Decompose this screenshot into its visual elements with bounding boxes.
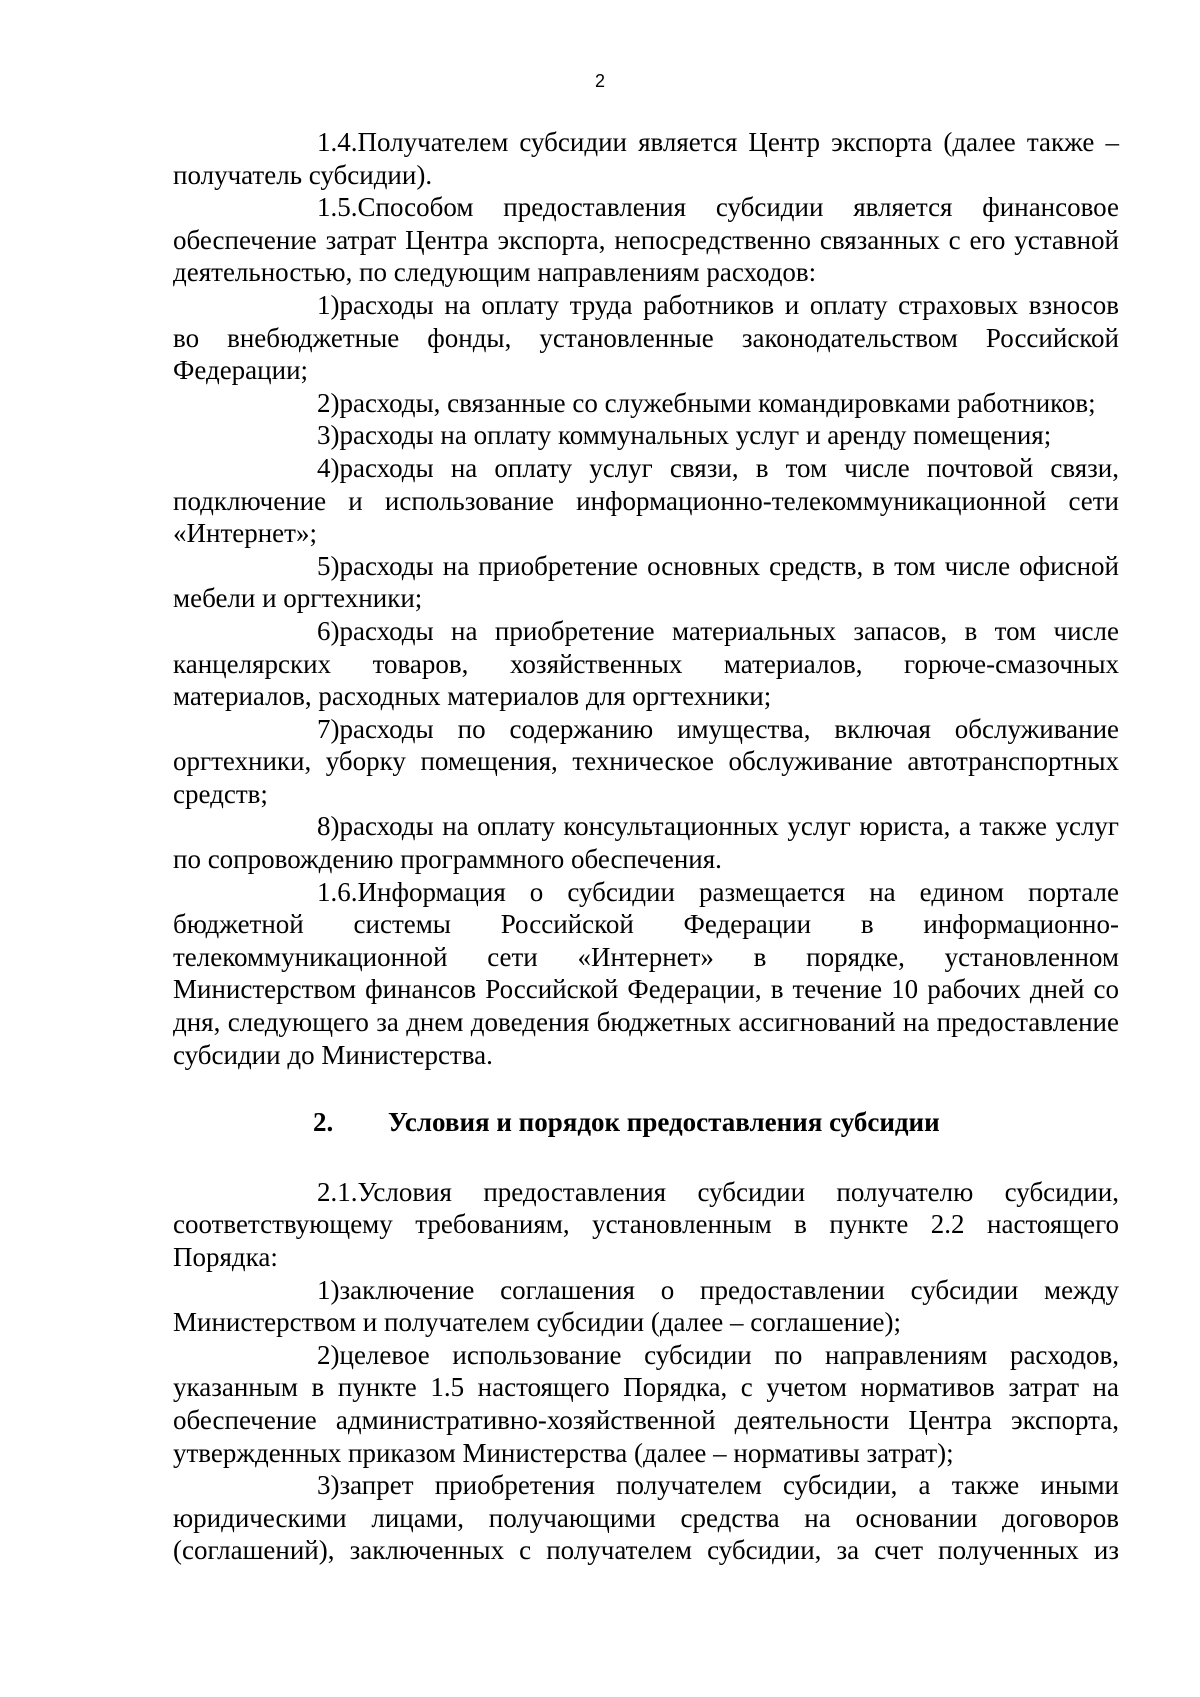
list-item xyxy=(173,1469,1119,1567)
paragraph-number: 4) xyxy=(317,452,340,483)
paragraph-text: целевое использование субсидии по направлениям расходов, указанным в пункте 1.5 настоящего Порядка, с учетом нормативов затрат на обеспечение административно-хозяйственной деятельности Центра экспорта, утвержденных приказом Министерства (далее – нормативы затрат); xyxy=(173,1339,1119,1468)
paragraph-text: заключение соглашения о предоставлении субсидии между Министерством и получателем субсидии (далее – соглашение); xyxy=(173,1274,1119,1338)
paragraph-number: 1.6. xyxy=(317,876,358,907)
list-item xyxy=(173,550,1119,615)
paragraph-text: расходы на оплату услуг связи, в том числе почтовой связи, подключение и использование информационно-телекоммуникационной сети «Интернет»; xyxy=(173,452,1119,549)
section-heading xyxy=(173,1106,1119,1139)
paragraph-text: расходы на оплату труда работников и оплату страховых взносов во внебюджетные фонды, установленные законодательством Российской Федерации; xyxy=(173,289,1119,386)
list-item xyxy=(173,810,1119,875)
paragraph-number: 5) xyxy=(317,550,340,581)
paragraph-text: расходы на оплату коммунальных услуг и аренду помещения; xyxy=(339,420,1052,451)
page-number: 2 xyxy=(594,71,605,91)
list-item xyxy=(173,1339,1119,1469)
paragraph-text: Получателем субсидии является Центр экспорта (далее также – получатель субсидии). xyxy=(173,127,1119,190)
paragraph-number: 3) xyxy=(317,1470,340,1501)
paragraph-number: 1) xyxy=(317,289,340,320)
paragraph-number: 2) xyxy=(317,387,340,418)
paragraph-text: расходы по содержанию имущества, включая обслуживание оргтехники, уборку помещения, техническое обслуживание автотранспортных средств; xyxy=(173,713,1119,809)
paragraph-number: 1) xyxy=(317,1274,340,1305)
numbered-paragraph xyxy=(173,876,1119,1072)
paragraph-number: 7) xyxy=(317,713,340,744)
numbered-paragraph xyxy=(173,126,1119,191)
paragraph-number: 2.1. xyxy=(317,1176,358,1207)
paragraph-number: 1.4. xyxy=(317,127,358,157)
numbered-paragraph xyxy=(173,1176,1119,1274)
paragraph-text: Условия предоставления субсидии получателю субсидии, соответствующему требованиям, установленным в пункте 2.2 настоящего Порядка: xyxy=(173,1176,1119,1272)
paragraph-number: 6) xyxy=(317,615,340,646)
list-item xyxy=(173,387,1119,420)
list-item xyxy=(173,419,1119,452)
paragraph-text: расходы, связанные со служебными командировками работников; xyxy=(339,387,1096,418)
section-1-continuation xyxy=(173,126,1119,1071)
paragraph-number: 1.5. xyxy=(317,192,358,223)
paragraph-text: расходы на приобретение основных средств, в том числе офисной мебели и оргтехники; xyxy=(173,550,1119,614)
paragraph-text: Способом предоставления субсидии является финансовое обеспечение затрат Центра экспорта, непосредственно связанных с его уставной деятельностью, по следующим направлениям расходов: xyxy=(173,192,1119,288)
list-item xyxy=(173,289,1119,387)
paragraph-text: расходы на оплату консультационных услуг юриста, а также услуг по сопровождению программного обеспечения. xyxy=(173,811,1119,875)
paragraph-text: запрет приобретения получателем субсидии, а также иными юридическими лицами, получающими средства на основании договоров (соглашений), заключенных с получателем субсидии, за счет полученных из xyxy=(173,1470,1119,1566)
list-item xyxy=(173,1274,1119,1339)
paragraph-number: 2) xyxy=(317,1339,340,1370)
list-item xyxy=(173,452,1119,550)
paragraph-number: 3) xyxy=(317,420,340,451)
section-2-body xyxy=(173,1176,1119,1567)
section-title: Условия и порядок предоставления субсидии xyxy=(388,1107,940,1138)
list-item xyxy=(173,713,1119,811)
paragraph-text: Информация о субсидии размещается на едином портале бюджетной системы Российской Федерации в информационно-телекоммуникационной сети «Интернет» в порядке, установленном Министерством финансов Российской Федерации, в течение 10 рабочих дней со дня, следующего за днем доведения бюджетных ассигнований на предоставление субсидии до Министерства. xyxy=(173,876,1119,1070)
section-number: 2. xyxy=(313,1107,334,1138)
numbered-paragraph xyxy=(173,191,1119,289)
document-body xyxy=(173,126,1119,1567)
paragraph-text: расходы на приобретение материальных запасов, в том числе канцелярских товаров, хозяйственных материалов, горюче-смазочных материалов, расходных материалов для оргтехники; xyxy=(173,615,1119,712)
paragraph-number: 8) xyxy=(317,811,340,842)
list-item xyxy=(173,615,1119,713)
